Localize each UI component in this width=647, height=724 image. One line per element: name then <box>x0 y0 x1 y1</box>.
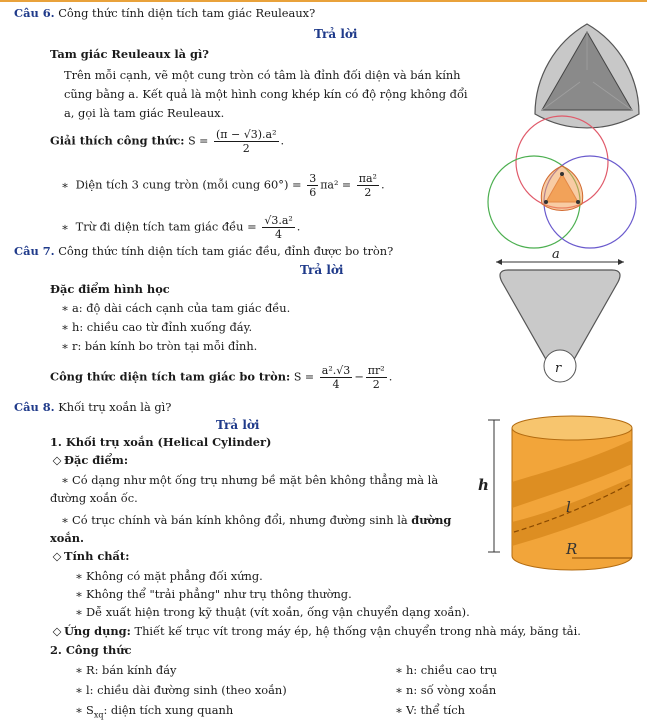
bullet-icon: ∗ <box>75 605 83 619</box>
q7-feature-3-text: r: bán kính bo tròn tại mỗi đỉnh. <box>72 339 258 353</box>
q6-formula-fraction <box>214 128 279 155</box>
q8-sec2: 2. Công thức <box>50 643 132 657</box>
bullet-icon: ∗ <box>61 177 69 192</box>
fig-h-label: h <box>478 476 489 494</box>
q7-label: Câu 7. <box>14 244 55 258</box>
q7-feature-1-text: a: độ dài cách cạnh của tam giác đều. <box>72 301 291 315</box>
q8-left-item-2 <box>72 683 287 698</box>
diamond-icon: ◇ <box>52 453 62 467</box>
q8-right-item-2-text: n: số vòng xoắn <box>406 683 497 697</box>
q8-right-item-2 <box>392 683 496 698</box>
q7-frac1 <box>320 364 352 391</box>
q8-question: Khối trụ xoắn là gì? <box>58 400 172 414</box>
q6-formula-den: 2 <box>242 142 250 155</box>
q6-what-line-2: cũng bằng a. Kết quả là một hình cong khép kín có độ rộng không đổi <box>64 87 468 101</box>
bullet-icon: ∗ <box>395 703 403 717</box>
q6-area3-mid: πa² = <box>320 178 352 192</box>
q8-feat1-b: đường xoắn ốc. <box>50 491 138 505</box>
q6-formula-lhs: S = <box>188 134 209 148</box>
q8-props-label: Tính chất: <box>64 549 130 563</box>
q6-explain-label: Giải thích công thức: <box>50 133 185 148</box>
helical-cylinder-figure <box>474 412 644 580</box>
q6-question: Công thức tính diện tích tam giác Reuleaux? <box>58 6 316 20</box>
q7-feature-3 <box>58 339 257 354</box>
fig-a-label: a <box>552 247 560 262</box>
bullet-icon: ∗ <box>75 703 83 717</box>
q6-sub-den: 4 <box>275 228 283 241</box>
q8-prop-3-text: Dễ xuất hiện trong kỹ thuật (vít xoắn, ống vận chuyển dạng xoắn). <box>86 605 470 619</box>
q8-feat1-a-text: Có dạng như một ống trụ nhưng bề mặt bên không thẳng mà là <box>72 473 439 487</box>
q7-feature-1 <box>58 301 290 316</box>
q8-left-item-3-text: : diện tích xung quanh <box>103 703 234 717</box>
q8-sxq-sub: xq <box>93 710 104 720</box>
q8-prop-2-text: Không thể "trải phẳng" như trụ thông thường. <box>86 587 352 601</box>
q7-features-title: Đặc điểm hình học <box>50 282 170 296</box>
q8-feat2-b: xoắn. <box>50 531 85 545</box>
q8-prop-1 <box>72 569 263 584</box>
q8-prop-2 <box>72 587 352 602</box>
q7-question-line <box>14 244 393 259</box>
bullet-icon: ∗ <box>75 663 83 677</box>
q8-left-item-1-text: R: bán kính đáy <box>86 663 177 677</box>
top-rule <box>0 0 647 2</box>
q6-sub-frac <box>262 214 294 241</box>
q8-feat2-a-text: Có trục chính và bán kính không đổi, nhưng đường sinh là <box>72 513 408 527</box>
q8-label: Câu 8. <box>14 400 55 414</box>
q8-prop-1-text: Không có mặt phẳng đối xứng. <box>86 569 263 583</box>
q7-num1: a².√3 <box>321 364 351 377</box>
bullet-icon: ∗ <box>395 663 403 677</box>
q8-left-item-1 <box>72 663 176 678</box>
q7-den1: 4 <box>332 378 340 391</box>
q7-formula-row: Công thức diện tích tam giác bo tròn: S = $\frac{\text{a².√3}}{4}$ − $\frac{\text{πr²}}{2}$ . <box>50 364 393 391</box>
q8-sxq-main: S <box>86 703 94 717</box>
bullet-icon: ∗ <box>75 569 83 583</box>
q7-feature-2 <box>58 320 252 335</box>
q8-answer-header: Trả lời <box>216 418 260 432</box>
q8-right-item-3 <box>392 703 465 718</box>
q6-formula-num: (π − √3).a² <box>216 128 277 141</box>
q6-area3-frac1 <box>307 172 318 199</box>
q7-num2: πr² <box>367 364 385 377</box>
rounded-triangle-figure <box>490 246 630 391</box>
fig-r-label: r <box>555 361 562 376</box>
diamond-icon: ◇ <box>52 549 62 563</box>
diamond-icon: ◇ <box>52 624 62 638</box>
q8-prop-3 <box>72 605 470 620</box>
q8-apps-row <box>50 624 581 639</box>
bullet-icon: ∗ <box>61 219 69 234</box>
q8-props-row <box>50 549 129 564</box>
q8-feat2-a <box>58 513 451 528</box>
q6-question-line <box>14 6 315 21</box>
q8-apps-text: Thiết kế trục vít trong máy ép, hệ thống vận chuyển trong nhà máy, băng tải. <box>134 624 581 638</box>
bullet-icon: ∗ <box>75 683 83 697</box>
q8-features-label: Đặc điểm: <box>64 453 129 467</box>
q6-area3-frac2 <box>357 172 379 199</box>
q8-left-item-3 <box>72 703 233 722</box>
q6-area3-num2: πa² <box>358 172 377 185</box>
q6-area3-den1: 6 <box>309 186 317 199</box>
q8-right-item-3-text: V: thể tích <box>406 703 466 717</box>
q8-feat1-a <box>58 473 438 488</box>
q7-question: Công thức tính diện tích tam giác đều, đỉnh được bo tròn? <box>58 244 394 258</box>
q6-area3-den2: 2 <box>364 186 372 199</box>
q7-frac2 <box>366 364 387 391</box>
q8-left-item-2-text: l: chiều dài đường sinh (theo xoắn) <box>86 683 287 697</box>
q8-right-item-1-text: h: chiều cao trụ <box>406 663 498 677</box>
bullet-icon: ∗ <box>61 513 69 527</box>
q8-question-line <box>14 400 171 415</box>
q8-feat2-bold: đường <box>411 513 452 527</box>
q7-formula-lhs: S = <box>293 370 315 384</box>
fig-l-label: l <box>566 498 571 516</box>
q6-sub-row: ∗ Trừ đi diện tích tam giác đều = $\frac{\text{√3.a²}}{4}$ . <box>58 214 300 241</box>
bullet-icon: ∗ <box>75 587 83 601</box>
bullet-icon: ∗ <box>61 339 69 353</box>
q6-area3-text: Diện tích 3 cung tròn (mỗi cung 60°) = <box>75 177 302 192</box>
q8-features-row <box>50 453 128 468</box>
q8-right-item-1 <box>392 663 497 678</box>
q6-what-title: Tam giác Reuleaux là gì? <box>50 47 209 61</box>
q7-den2: 2 <box>372 378 380 391</box>
bullet-icon: ∗ <box>61 320 69 334</box>
q7-answer-header: Trả lời <box>300 263 344 277</box>
q6-sub-num: √3.a² <box>264 214 293 227</box>
q7-formula-label: Công thức diện tích tam giác bo tròn: <box>50 369 291 384</box>
bullet-icon: ∗ <box>61 301 69 315</box>
q6-label: Câu 6. <box>14 6 55 20</box>
bullet-icon: ∗ <box>395 683 403 697</box>
fig-R-label: R <box>566 540 578 558</box>
q8-apps-label: Ứng dụng: <box>64 624 131 638</box>
q6-answer-header: Trả lời <box>314 27 358 41</box>
q7-feature-2-text: h: chiều cao từ đỉnh xuống đáy. <box>72 320 253 334</box>
q6-what-line-3: a, gọi là tam giác Reuleaux. <box>64 106 225 120</box>
q6-area3-row: ∗ Diện tích 3 cung tròn (mỗi cung 60°) = $\frac{3}{6}$ πa² = $\frac{\text{πa²}}{2}$ . <box>58 172 385 199</box>
q8-sec1: 1. Khối trụ xoắn (Helical Cylinder) <box>50 435 272 449</box>
bullet-icon: ∗ <box>61 473 69 487</box>
q6-explain-row: Giải thích công thức: S = $\frac{\text{(π − √3).a²}}{2}$ . <box>50 128 285 155</box>
q6-sub-text: Trừ đi diện tích tam giác đều = <box>75 219 257 234</box>
q6-area3-num1: 3 <box>309 172 317 185</box>
q6-what-line-1: Trên mỗi cạnh, vẽ một cung tròn có tâm là đỉnh đối diện và bán kính <box>64 68 461 82</box>
